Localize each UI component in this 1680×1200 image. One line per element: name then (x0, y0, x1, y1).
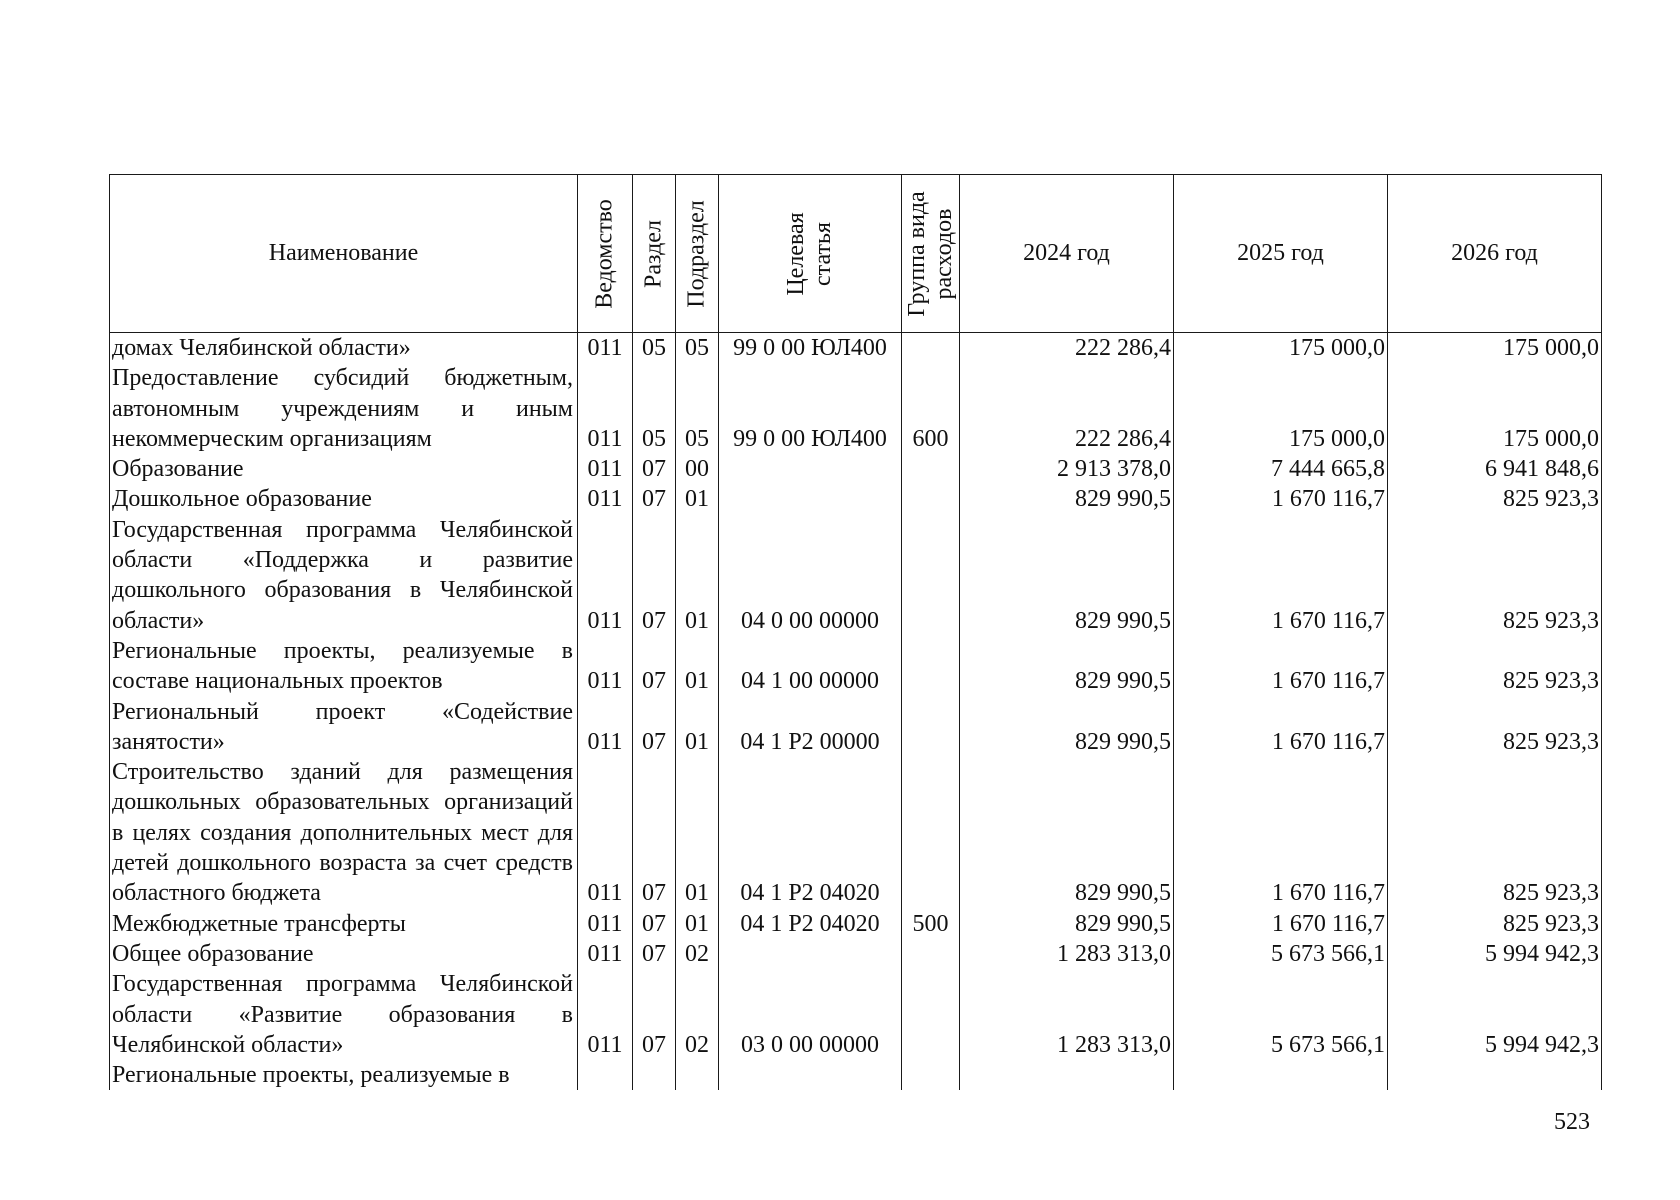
header-row (110, 175, 1602, 333)
cell-vedomstvo: 011 (578, 636, 633, 697)
col-header-target-line2: статья (810, 221, 836, 286)
cell-podrazdel: 00 (676, 454, 719, 484)
cell-vedomstvo: 011 (578, 484, 633, 514)
cell-razdel: 07 (633, 454, 676, 484)
cell-2026: 825 923,3 (1388, 697, 1602, 758)
cell-2025: 1 670 116,7 (1174, 697, 1388, 758)
cell-2024: 829 990,5 (960, 909, 1174, 939)
cell-2025: 1 670 116,7 (1174, 757, 1388, 908)
cell-2024: 1 283 313,0 (960, 969, 1174, 1060)
cell-podrazdel: 01 (676, 515, 719, 636)
cell-target: 04 1 Р2 00000 (719, 697, 902, 758)
cell-2024: 222 286,4 (960, 333, 1174, 364)
cell-vedomstvo: 011 (578, 333, 633, 364)
cell-2026: 825 923,3 (1388, 515, 1602, 636)
table-row (110, 515, 1602, 636)
cell-target: 03 0 00 00000 (719, 969, 902, 1060)
cell-2026 (1388, 1060, 1602, 1090)
cell-vedomstvo (578, 1060, 633, 1090)
cell-target: 04 0 00 00000 (719, 515, 902, 636)
cell-razdel (633, 1060, 676, 1090)
cell-group (902, 636, 960, 697)
cell-2025: 5 673 566,1 (1174, 939, 1388, 969)
cell-podrazdel: 01 (676, 484, 719, 514)
cell-vedomstvo: 011 (578, 697, 633, 758)
table-row (110, 454, 1602, 484)
page-number: 523 (1554, 1109, 1590, 1135)
cell-2024: 222 286,4 (960, 363, 1174, 454)
cell-group (902, 333, 960, 364)
cell-2025: 7 444 665,8 (1174, 454, 1388, 484)
cell-razdel: 07 (633, 636, 676, 697)
cell-2025: 175 000,0 (1174, 333, 1388, 364)
cell-target (719, 454, 902, 484)
col-header-podrazdel (676, 175, 719, 333)
cell-razdel: 07 (633, 969, 676, 1060)
cell-2026: 175 000,0 (1388, 363, 1602, 454)
cell-podrazdel: 01 (676, 636, 719, 697)
table-row (110, 363, 1602, 454)
cell-name: Дошкольное образование (110, 484, 578, 514)
cell-2026: 825 923,3 (1388, 757, 1602, 908)
col-header-group-label (904, 191, 958, 316)
col-header-group-line1: Группа вида (903, 190, 930, 317)
cell-razdel: 07 (633, 939, 676, 969)
col-header-target (719, 175, 902, 333)
cell-2026: 5 994 942,3 (1388, 939, 1602, 969)
cell-name: Региональные проекты, реализуемые в (110, 1060, 578, 1090)
cell-podrazdel: 01 (676, 909, 719, 939)
cell-group (902, 1060, 960, 1090)
cell-razdel: 07 (633, 515, 676, 636)
table-row (110, 1060, 1602, 1090)
cell-razdel: 05 (633, 333, 676, 364)
cell-2025: 1 670 116,7 (1174, 909, 1388, 939)
cell-group (902, 969, 960, 1060)
cell-2024: 829 990,5 (960, 515, 1174, 636)
cell-name: Государственная программа Челябинской области «Поддержка и развитие дошкольного образования в Челябинской области» (110, 515, 578, 636)
cell-2025: 1 670 116,7 (1174, 515, 1388, 636)
cell-name: Образование (110, 454, 578, 484)
cell-vedomstvo: 011 (578, 909, 633, 939)
cell-razdel: 05 (633, 363, 676, 454)
table-row (110, 939, 1602, 969)
cell-target (719, 484, 902, 514)
cell-target: 99 0 00 ЮЛ400 (719, 363, 902, 454)
cell-vedomstvo: 011 (578, 757, 633, 908)
cell-2024: 829 990,5 (960, 636, 1174, 697)
col-header-razdel-label: Раздел (640, 219, 667, 288)
cell-name: Государственная программа Челябинской области «Развитие образования в Челябинской области» (110, 969, 578, 1060)
cell-razdel: 07 (633, 909, 676, 939)
cell-group (902, 515, 960, 636)
cell-group (902, 939, 960, 969)
cell-target: 04 1 Р2 04020 (719, 757, 902, 908)
cell-2025: 1 670 116,7 (1174, 484, 1388, 514)
cell-2026: 825 923,3 (1388, 636, 1602, 697)
cell-vedomstvo: 011 (578, 515, 633, 636)
cell-group: 600 (902, 363, 960, 454)
table-row (110, 697, 1602, 758)
cell-group (902, 484, 960, 514)
cell-2024: 829 990,5 (960, 757, 1174, 908)
cell-podrazdel: 02 (676, 969, 719, 1060)
cell-podrazdel: 01 (676, 757, 719, 908)
cell-vedomstvo: 011 (578, 939, 633, 969)
col-header-group-line2: расходов (930, 208, 957, 299)
cell-group (902, 454, 960, 484)
col-header-2025: 2025 год (1174, 175, 1388, 333)
cell-name: домах Челябинской области» (110, 333, 578, 364)
table-row (110, 757, 1602, 908)
cell-name: Строительство зданий для размещения дошкольных образовательных организаций в целях создания дополнительных мест для детей дошкольного возраста за счет средств областного бюджета (110, 757, 578, 908)
col-header-group (902, 175, 960, 333)
cell-razdel: 07 (633, 484, 676, 514)
col-header-2026: 2026 год (1388, 175, 1602, 333)
cell-2026: 825 923,3 (1388, 909, 1602, 939)
cell-group (902, 757, 960, 908)
cell-podrazdel: 01 (676, 697, 719, 758)
table-row (110, 484, 1602, 514)
cell-name: Региональные проекты, реализуемые в составе национальных проектов (110, 636, 578, 697)
col-header-name: Наименование (110, 175, 578, 333)
table-row (110, 333, 1602, 364)
col-header-target-line1: Целевая (783, 211, 809, 296)
table-row (110, 969, 1602, 1060)
cell-vedomstvo: 011 (578, 363, 633, 454)
cell-2026: 825 923,3 (1388, 484, 1602, 514)
cell-2026: 5 994 942,3 (1388, 969, 1602, 1060)
cell-2024: 2 913 378,0 (960, 454, 1174, 484)
cell-group: 500 (902, 909, 960, 939)
cell-2024: 1 283 313,0 (960, 939, 1174, 969)
col-header-vedomstvo-label: Ведомство (591, 198, 618, 309)
cell-2025: 175 000,0 (1174, 363, 1388, 454)
cell-podrazdel: 05 (676, 363, 719, 454)
cell-2026: 6 941 848,6 (1388, 454, 1602, 484)
cell-razdel: 07 (633, 757, 676, 908)
table-body (110, 333, 1602, 1091)
cell-razdel: 07 (633, 697, 676, 758)
col-header-podrazdel-label: Подраздел (683, 199, 710, 308)
cell-group (902, 697, 960, 758)
col-header-2024: 2024 год (960, 175, 1174, 333)
cell-2025 (1174, 1060, 1388, 1090)
cell-name: Предоставление субсидий бюджетным, автономным учреждениям и иным некоммерческим организациям (110, 363, 578, 454)
cell-vedomstvo: 011 (578, 969, 633, 1060)
cell-target: 99 0 00 ЮЛ400 (719, 333, 902, 364)
table-row (110, 636, 1602, 697)
budget-table (109, 174, 1602, 1090)
cell-2025: 1 670 116,7 (1174, 636, 1388, 697)
col-header-vedomstvo (578, 175, 633, 333)
col-header-target-label (783, 212, 837, 295)
cell-podrazdel: 02 (676, 939, 719, 969)
cell-target: 04 1 00 00000 (719, 636, 902, 697)
cell-target: 04 1 Р2 04020 (719, 909, 902, 939)
cell-target (719, 1060, 902, 1090)
cell-vedomstvo: 011 (578, 454, 633, 484)
cell-name: Общее образование (110, 939, 578, 969)
cell-2024: 829 990,5 (960, 697, 1174, 758)
cell-name: Региональный проект «Содействие занятости» (110, 697, 578, 758)
cell-2026: 175 000,0 (1388, 333, 1602, 364)
cell-podrazdel: 05 (676, 333, 719, 364)
cell-2024: 829 990,5 (960, 484, 1174, 514)
cell-podrazdel (676, 1060, 719, 1090)
table-row (110, 909, 1602, 939)
col-header-razdel (633, 175, 676, 333)
cell-2024 (960, 1060, 1174, 1090)
cell-target (719, 939, 902, 969)
cell-2025: 5 673 566,1 (1174, 969, 1388, 1060)
cell-name: Межбюджетные трансферты (110, 909, 578, 939)
